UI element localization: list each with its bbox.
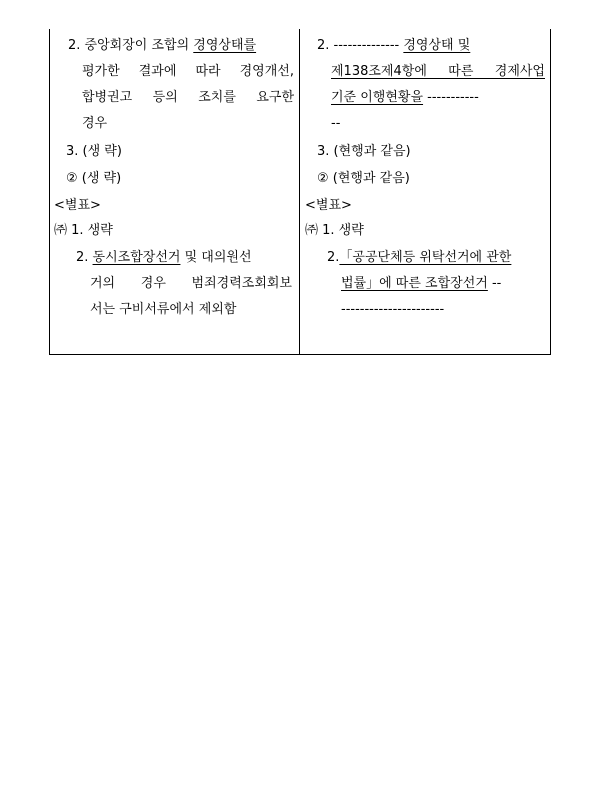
left-note-1: ㈜ 1. 생략	[54, 223, 113, 238]
right-item2-line3-underlined: 기준 이행현황을	[331, 90, 424, 105]
right-item2-line2: 제138조제4항에 따른 경제사업	[331, 64, 545, 79]
right-note2-line2	[341, 271, 501, 297]
right-note2-number: 2.	[327, 250, 340, 265]
right-item-circle2: ② (현행과 같음)	[317, 171, 410, 186]
left-note2-text: 및 대의원선	[180, 250, 252, 265]
left-item2-underlined: 경영상태를	[193, 38, 257, 53]
left-item-circle2: ② (생 략)	[66, 171, 122, 186]
left-note2-underlined: 동시조합장선거	[92, 250, 181, 265]
right-note2-line1	[327, 245, 511, 271]
left-item2-text: 중앙회장이 조합의	[84, 38, 194, 53]
right-item2-line3-dashes: -----------	[423, 90, 479, 105]
left-item2-line3: 합병권고 등의 조치를 요구한	[82, 90, 294, 105]
left-item2-line2: 평가한 결과에 따라 경영개선,	[82, 64, 294, 79]
right-item2-line1	[317, 33, 470, 59]
column-divider	[299, 29, 300, 355]
left-note2-line2: 거의 경우 범죄경력조회회보	[90, 276, 292, 291]
right-note-1: ㈜ 1. 생략	[305, 223, 364, 238]
left-note2-line3: 서는 구비서류에서 제외함	[90, 302, 237, 317]
left-note2-line1	[76, 245, 292, 271]
left-annex-heading: <별표>	[54, 198, 101, 213]
left-note2-number: 2.	[76, 250, 89, 265]
left-item2-line4: 경우	[82, 116, 108, 131]
right-item3: 3. (현행과 같음)	[317, 144, 411, 159]
right-note2-line2-underlined: 법률」에 따른 조합장선거	[341, 276, 488, 291]
right-annex-heading: <별표>	[305, 198, 352, 213]
right-item2-dashes: --------------	[333, 38, 404, 53]
left-item2-number: 2.	[68, 38, 81, 53]
left-item2-line1	[68, 33, 256, 59]
right-item2-line3	[331, 85, 479, 111]
right-note2-line3: ----------------------	[341, 302, 445, 317]
right-item2-line4: --	[331, 116, 341, 131]
right-note2-underlined: 「공공단체등 위탁선거에 관한	[339, 250, 512, 265]
right-note2-line2-dashes: --	[487, 276, 502, 291]
left-item3: 3. (생 략)	[66, 144, 122, 159]
right-item2-number: 2.	[317, 38, 330, 53]
right-item2-underlined: 경영상태 및	[403, 38, 471, 53]
